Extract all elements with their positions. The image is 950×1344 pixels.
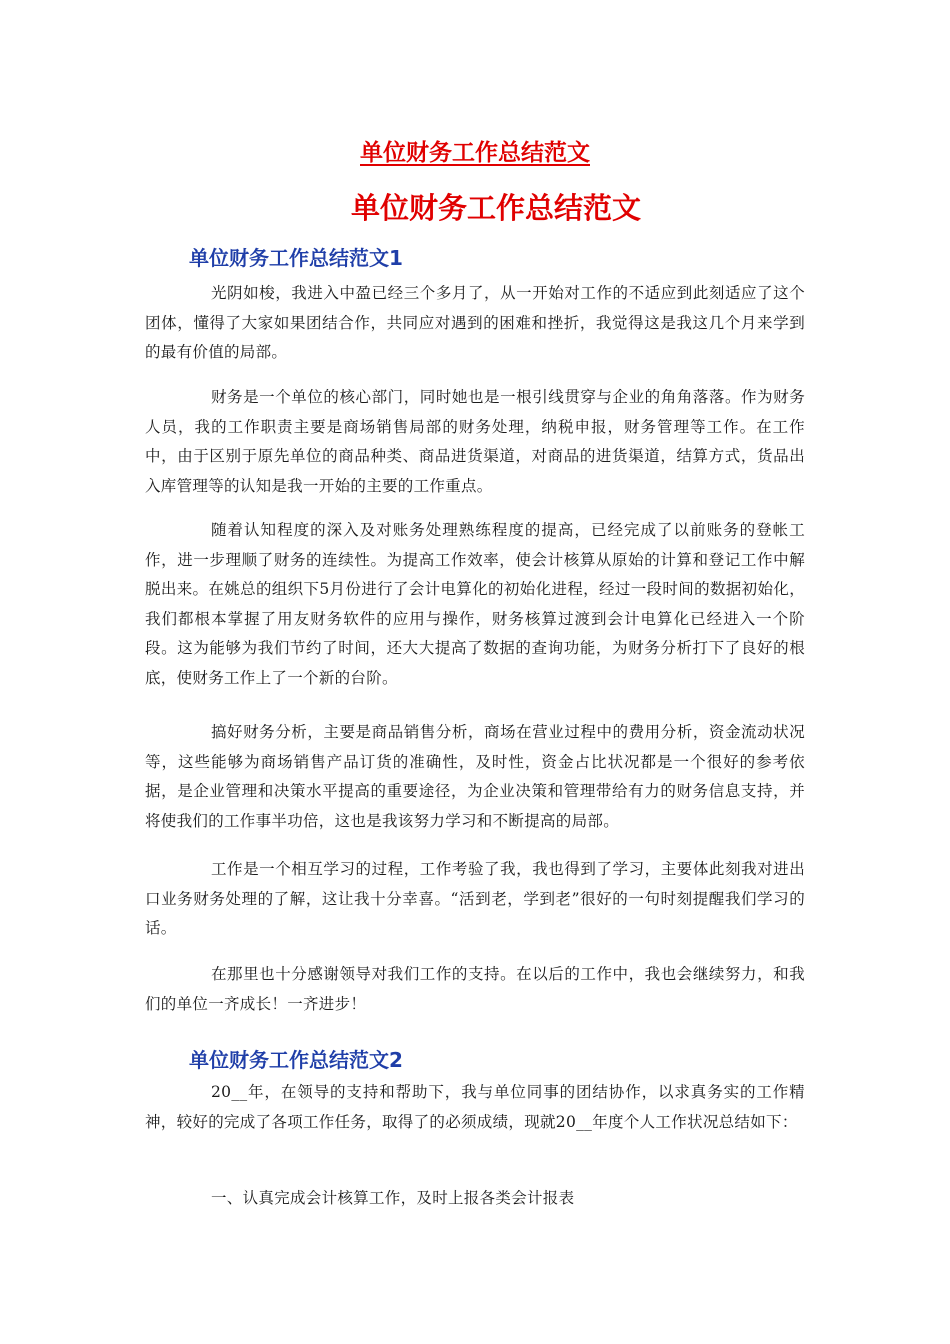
section-2-heading: 单位财务工作总结范文2 [189, 1048, 403, 1072]
section-1-paragraph-1: 光阴如梭，我进入中盈已经三个多月了，从一开始对工作的不适应到此刻适应了这个团体，懂得了大家如果团结合作，共同应对遇到的困难和挫折，我觉得这是我这几个月来学到的最有价值的局部。 [145, 284, 805, 361]
document-link-title[interactable]: 单位财务工作总结范文 [360, 140, 590, 166]
section-1-paragraph-4: 搞好财务分析，主要是商品销售分析，商场在营业过程中的费用分析，资金流动状况等，这些能够为商场销售产品订货的准确性，及时性，资金占比状况都是一个很好的参考依据，是企业管理和决策水平提高的重要途径，为企业决策和管理带给有力的财务信息支持，并将使我们的工作事半功倍，这也是我该努力学习和不断提高的局部。 [145, 723, 805, 830]
document-main-title: 单位财务工作总结范文 [350, 191, 641, 225]
section-2-paragraph-1: 20__年，在领导的支持和帮助下，我与单位同事的团结协作，以求真务实的工作精神，较好的完成了各项工作任务，取得了的必须成绩，现就20__年度个人工作状况总结如下： [145, 1083, 805, 1131]
section-1-heading: 单位财务工作总结范文1 [189, 246, 403, 270]
section-1-paragraph-6: 在那里也十分感谢领导对我们工作的支持。在以后的工作中，我也会继续努力，和我们的单位一齐成长！一齐进步！ [145, 965, 805, 1013]
section-1-paragraph-3: 随着认知程度的深入及对账务处理熟练程度的提高，已经完成了以前账务的登帐工作，进一步理顺了财务的连续性。为提高工作效率，使会计核算从原始的计算和登记工作中解脱出来。在姚总的组织下5月份进行了会计电算化的初始化进程，经过一段时间的数据初始化，我们都根本掌握了用友财务软件的应用与操作，财务核算过渡到会计电算化已经进入一个阶段。这为能够为我们节约了时间，还大大提高了数据的查询功能，为财务分析打下了良好的根底，使财务工作上了一个新的台阶。 [145, 521, 805, 687]
section-1-paragraph-2: 财务是一个单位的核心部门，同时她也是一根引线贯穿与企业的角角落落。作为财务人员，我的工作职责主要是商场销售局部的财务处理，纳税申报，财务管理等工作。在工作中，由于区别于原先单位的商品种类、商品进货渠道，对商品的进货渠道，结算方式，货品出入库管理等的认知是我一开始的主要的工作重点。 [145, 388, 805, 495]
section-2-paragraph-2: 一、认真完成会计核算工作，及时上报各类会计报表 [211, 1189, 575, 1207]
section-1-paragraph-5: 工作是一个相互学习的过程，工作考验了我，我也得到了学习，主要体此刻我对进出口业务财务处理的了解，这让我十分幸喜。“活到老，学到老”很好的一句时刻提醒我们学习的话。 [145, 860, 805, 937]
